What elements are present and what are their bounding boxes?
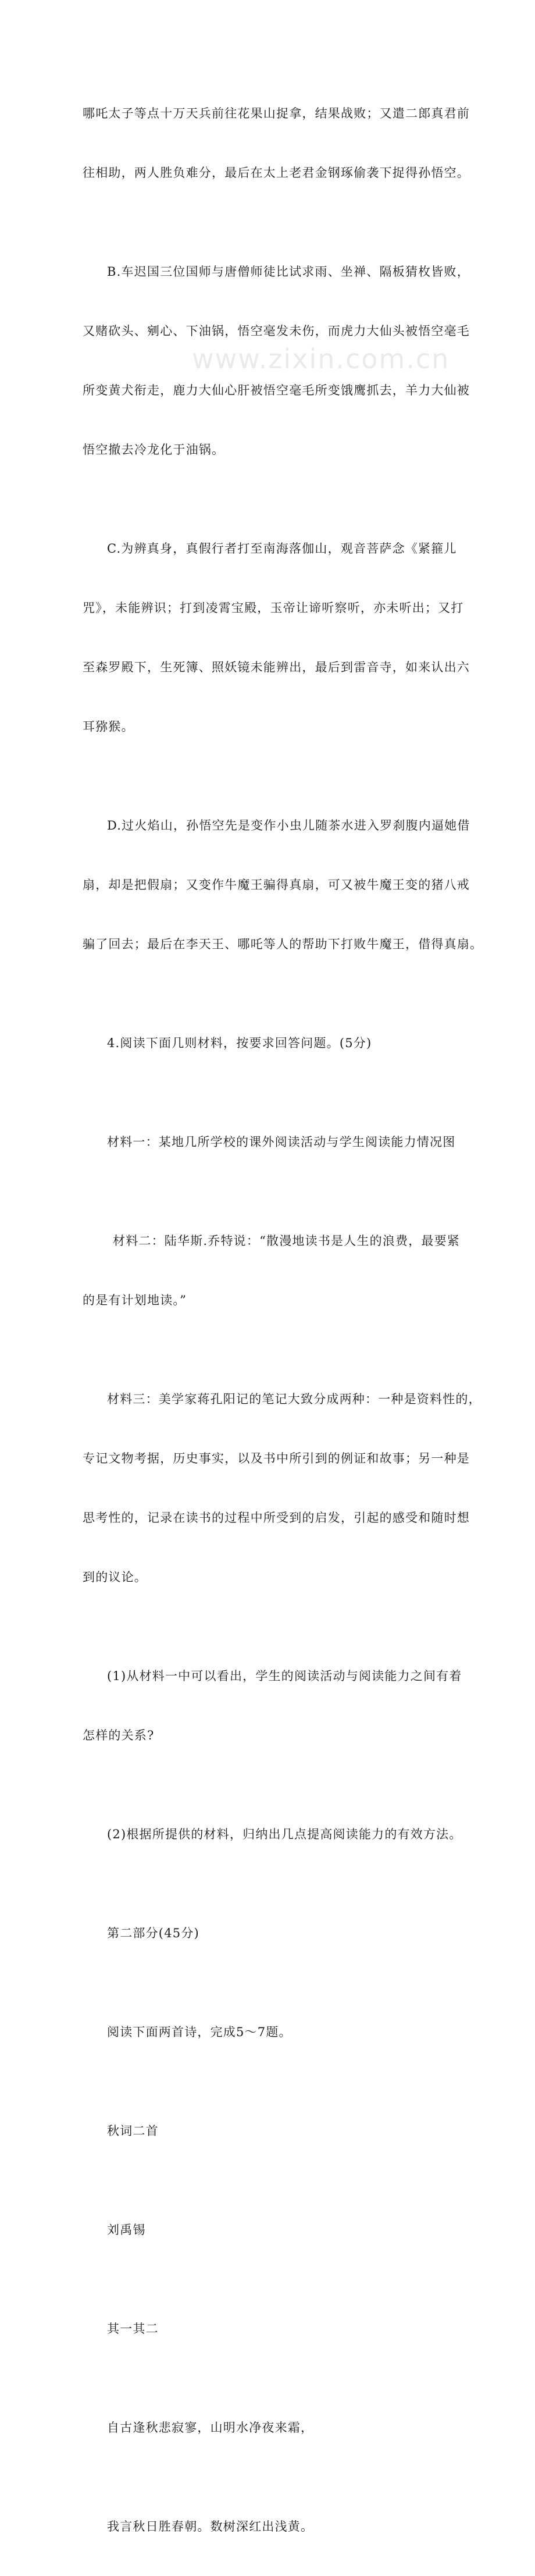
text-line: B.车迟国三位国师与唐僧师徒比试求雨、坐禅、隔板猜枚皆败， xyxy=(107,265,470,279)
text-line: (2)根据所提供的材料，归纳出几点提高阅读能力的有效方法。 xyxy=(107,1827,462,1841)
material-1 xyxy=(83,1093,461,1191)
text-line: 悟空撤去冷龙化于油锅。 xyxy=(83,443,225,457)
poem-title xyxy=(83,2082,461,2180)
text-line: 耳猕猴。 xyxy=(83,720,134,734)
option-c xyxy=(83,499,470,776)
text-line: 到的议论。 xyxy=(83,1570,147,1584)
option-b xyxy=(83,222,470,499)
text-line: 专记文物考据，历史事实，以及书中所引到的例证和故事；另一种是 xyxy=(83,1451,470,1465)
poem-line-1 xyxy=(83,2378,461,2477)
material-2 xyxy=(83,1191,461,1350)
poem-subtitles xyxy=(83,2279,461,2378)
part-two-heading xyxy=(83,1884,461,1983)
text-line: 材料二：陆华斯.乔特说：“散漫地读书是人生的浪费，最要紧 xyxy=(113,1234,461,1248)
text-line: 秋词二首 xyxy=(107,2124,159,2138)
text-line: 刘禹锡 xyxy=(107,2223,146,2237)
poem-instruction xyxy=(83,1983,461,2082)
text-line: 扇，却是把假扇；又变作牛魔王骗得真扇，可又被牛魔王变的猪八戒 xyxy=(83,878,470,892)
sub-question-1 xyxy=(83,1627,461,1785)
question-4 xyxy=(83,994,461,1093)
text-line: 其一其二 xyxy=(107,2322,159,2336)
text-line: 自古逢秋悲寂寥，山明水净夜来霜， xyxy=(107,2421,314,2435)
text-line: 第二部分(45分) xyxy=(107,1926,199,1940)
watermark: www.zixin.com.cn xyxy=(192,343,450,375)
text-line: 的是有计划地读。” xyxy=(83,1293,187,1307)
text-line: 哪吒太子等点十万天兵前往花果山捉拿，结果战败；又遣二郎真君前 xyxy=(83,106,470,120)
text-line: 又赌砍头、剜心、下油锅，悟空毫发未伤，而虎力大仙头被悟空毫毛 xyxy=(83,324,470,338)
text-line: 咒》，未能辨识；打到凌霄宝殿，玉帝让谛听察听，亦未听出；又打 xyxy=(83,601,464,615)
sub-question-2 xyxy=(83,1785,461,1884)
text-line: 所变黄犬衔走，鹿力大仙心肝被悟空毫毛所变饿鹰抓去，羊力大仙被 xyxy=(83,383,470,397)
text-line: 阅读下面两首诗，完成5～7题。 xyxy=(107,2025,292,2039)
text-line: 往相助，两人胜负难分，最后在太上老君金钢琢偷袭下捉得孙悟空。 xyxy=(83,166,470,180)
material-3 xyxy=(83,1350,482,1627)
text-line: C.为辨真身，真假行者打至南海落伽山，观音菩萨念《紧箍儿 xyxy=(107,542,457,556)
document-body xyxy=(83,64,483,2576)
option-d xyxy=(83,776,483,994)
text-line: D.过火焰山，孙悟空先是变作小虫儿随茶水进入罗刹腹内逼她借 xyxy=(107,819,470,832)
poem-author xyxy=(83,2180,461,2279)
text-line: 思考性的，记录在读书的过程中所受到的启发，引起的感受和随时想 xyxy=(83,1511,470,1525)
text-line: 4.阅读下面几则材料，按要求回答问题。(5分) xyxy=(107,1036,372,1050)
text-line: 材料三：美学家蒋孔阳记的笔记大致分成两种：一种是资料性的， xyxy=(107,1392,482,1406)
text-line: 至森罗殿下，生死簿、照妖镜未能辨出，最后到雷音寺，如来认出六 xyxy=(83,660,470,674)
poem-line-2 xyxy=(83,2477,461,2576)
text-line: (1)从材料一中可以看出，学生的阅读活动与阅读能力之间有着 xyxy=(107,1669,462,1683)
paragraph-prev-continuation xyxy=(83,64,470,222)
text-line: 骗了回去；最后在李天王、哪吒等人的帮助下打败牛魔王，借得真扇。 xyxy=(83,937,483,951)
text-line: 我言秋日胜春朝。数树深红出浅黄。 xyxy=(107,2520,314,2534)
text-line: 怎样的关系? xyxy=(83,1728,155,1742)
text-line: 材料一：某地几所学校的课外阅读活动与学生阅读能力情况图 xyxy=(107,1135,456,1149)
